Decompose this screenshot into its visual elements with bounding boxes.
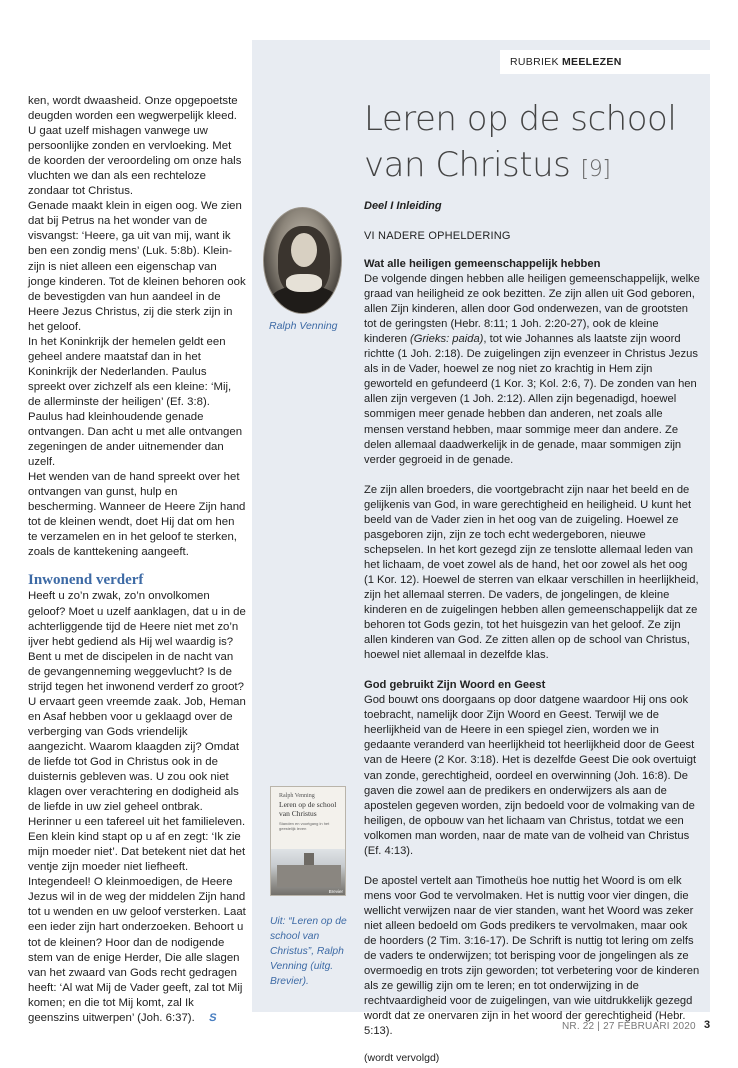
book-subtitle: Standen en voortgang in het geestelijk leven bbox=[279, 821, 330, 831]
left-paragraph: ken, wordt dwaasheid. Onze opgepoetste deugden worden een wegwerpelijk kleed. U gaat uzelf mishagen vanwege uw persoonlijke zonden en vervloeking. Met de koorden der veroordeling om onze hals vluchten we dan als een rechteloze zondaar tot Christus. bbox=[28, 95, 242, 198]
book-cover-photo bbox=[271, 849, 346, 896]
article-title: Leren op de school van Christus [9] bbox=[364, 99, 677, 185]
subheading-inwonend: Inwonend verderf bbox=[28, 572, 144, 589]
book-publisher: Brevier bbox=[328, 889, 343, 894]
portrait-image bbox=[263, 207, 342, 314]
book-caption: Uit: “Leren op de school van Christus”, Ralph Venning (uitg. Brevier). bbox=[270, 916, 347, 987]
deel-label: Deel I Inleiding bbox=[364, 200, 442, 212]
section-label: VI NADERE OPHELDERING bbox=[364, 230, 511, 242]
continued-note: (wordt vervolgd) bbox=[364, 1052, 440, 1065]
series-number: [9] bbox=[580, 157, 611, 182]
issue-info: NR. 22 | 27 FEBRUARI 2020 bbox=[562, 1021, 696, 1032]
book-author: Ralph Venning bbox=[279, 793, 315, 799]
portrait-caption: Ralph Venning bbox=[269, 320, 338, 332]
rubriek-name: MEELEZEN bbox=[562, 56, 622, 68]
left-paragraph: U ervaart geen vreemde zaak. Job, Heman en Asaf hebben voor u geklaagd over de verberging van Gods vriendelijk aangezicht. Waarom klaagden zij? Omdat de liefde tot God in Christus ook in de duisternis gebleven was. U zou ook niet klagen over verachtering en dodigheid als de liefde in uw ziel geheel ontbrak. bbox=[28, 695, 246, 814]
right-column bbox=[364, 257, 700, 1066]
right-paragraph: Ze zijn allen broeders, die voortgebracht zijn naar het beeld en de gelijkenis van God, in ware gerechtigheid en heiligheid. U kunt het beeld van de Vader zien in het oog van de zuigeling. Hoewel ze pasgeboren zijn, zijn ze toch echt wedergeboren, nieuwe schepselen. In het kort gezegd zijn ze tenslotte allemaal leden van het lichaam, de voet zowel als de hand, het oor zowel als het oog (1 Kor. 12). Hoewel de sterren van elkaar verschillen in heerlijkheid, zijn het allemaal sterren. De vaders, de jongelingen, de kleine kinderen en de zuigelingen hebben allen gemeenschappelijk dat ze behoren tot Gods gezin, tot het huisgezin van het geloof. Ze zijn allen kinderen van God. Ze zitten allen op de school van Christus, hoewel niet allemaal in dezelfde klas. bbox=[364, 483, 699, 662]
left-paragraph: Het wenden van de hand spreekt over het ontvangen van gunst, hulp en bescherming. Wanneer de Heere Zijn hand tot de kleinen wendt, doet Hij dat om hen te verzamelen en in het geloof te sterken, zoals de kanttekening aangeeft. bbox=[28, 471, 246, 559]
left-paragraph-last: Herinner u een tafereel uit het familieleven. Een klein kind stapt op u af en zegt: ‘Ik zie mijn moeder niet’. Dat betekent niet dat het ventje zijn moeder niet liefheeft. Integendeel! O kleinmoedigen, de Heere Jezus wil in de weg der middelen Zijn hand tot u wenden en uw geloof versterken. Laat een ieder zijn hart onderzoeken. Behoort u tot de kleinen? Hoor dan de nodigende stem van de enige Herder, Die alle slagen van het zwaard van Gods recht gedragen heeft: ‘Al wat Mij de Vader geeft, zal tot Mij komen; en die tot Mij komt, zal Ik geenszins uitwerpen’ (Joh. 6:37). S bbox=[28, 815, 246, 1026]
book-cover-image bbox=[270, 786, 346, 896]
book-title: Leren op de school van Christus bbox=[279, 800, 337, 818]
end-mark-icon: S bbox=[207, 1011, 218, 1024]
left-paragraph: Genade maakt klein in eigen oog. We zien dat bij Petrus na het wonder van de visvangst: ‘Heere, ga uit van mij, want ik ben een zondig mens’ (Luk. 5:8b). Klein-zijn is niet alleen een eigenschap van jonge kinderen. Tot de kleinen behoren ook de bevestigden van hun aandeel in de Heere Jezus Christus, zij die sterk zijn in het geloof. bbox=[28, 200, 246, 333]
left-paragraph: In het Koninkrijk der hemelen geldt een geheel andere maatstaf dan in het Koninkrijk der Nederlanden. Paulus spreekt over zichzelf als een kleine: ‘Mij, de allerminste der heiligen’ (Ef. 3:8). Paulus had kleinhoudende genade ontvangen. Dan acht u met alle ontvangen zegeningen de ander uitnemender dan uzelf. bbox=[28, 335, 243, 469]
left-paragraph: Heeft u zo’n zwak, zo’n onvolkomen geloof? Moet u uzelf aanklagen, dat u in de achterliggende tijd de Heere niet met zo’n ijver hebt gediend als Hij wel waardig is? Bent u met de discipelen in de nacht van de gevangenneming weggevlucht? Is de strijd tegen het inwonend verderf zo groot? bbox=[28, 590, 246, 693]
left-column bbox=[28, 94, 246, 1026]
heading-heiligen: Wat alle heiligen gemeenschappelijk hebben bbox=[364, 258, 601, 270]
right-paragraph: God bouwt ons doorgaans op door datgene waardoor Hij ons ook toebracht, namelijk door Zijn Woord en Geest. Terwijl we de heerlijkheid van de Heere in een spiegel zien, worden we in gedaante veranderd van heerlijkheid tot heerlijkheid door de Geest van de Heere (2 Kor. 3:18). Het is dezelfde Geest Die ook overtuigt van zonde, gerechtigheid, oordeel en overwinning (Joh. 16:8). De gaven die zowel aan de predikers en onderwijzers als aan de apostelen gegeven worden, zijn bedoeld voor de volmaking van de heiligen, de opbouw van het lichaam van Christus, totdat we een volkomen man worden, naar de mate van de volheid van Christus (Ef. 4:13). bbox=[364, 694, 697, 857]
right-paragraph: De volgende dingen hebben alle heiligen gemeenschappelijk, welke graad van heiligheid ze ook bezitten. Ze zijn allen uit God geboren, allen Zijn kinderen, allen door God onderwezen, van de grootsten tot de geringsten (Hebr. 8:11; 1 Joh. 2:20-27), ook de kleine kinderen (Grieks: paida), tot wie Johannes als laatste zijn woord richtte (1 Joh. 2:18). De zuigelingen zijn evenzeer in Christus Jezus als in de Vader, hoewel ze nog niet zo krachtig in Hem zijn geworteld en gefundeerd (1 Kor. 3; Kol. 2:6, 7). De zonden van hen allen zijn vergeven (1 Joh. 2:12). Allen zijn begenadigd, hoewel sommigen meer genade hebben dan anderen, net zoals alle mensen verstand hebben, maar sommige meer dan andere. Ze delen allemaal daadwerkelijk in de genade, maar sommigen zijn verder gegroeid in de genade. bbox=[364, 273, 700, 466]
right-paragraph: De apostel vertelt aan Timotheüs hoe nuttig het Woord is om elk mens voor God te vervolmaken. Het is nuttig voor vier dingen, die wellicht verwijzen naar de vier standen, want het Woord was zeker niet alleen bedoeld om Gods predikers te vervolmaken, maar ook de hoorders (2 Tim. 3:16-17). De Schrift is nuttig tot lering om zelfs de vaders te onderwijzen; tot berisping voor de jongelingen als ze overmoedig en trots zijn geworden; tot verbetering voor de kinderen als ze gewillig zijn om te leren; en tot onderwijzing in de rechtvaardigheid voor de zuigelingen, van wie uitdrukkelijk gezegd wordt dat ze onervaren zijn in het woord der gerechtigheid (Hebr. 5:13). bbox=[364, 874, 700, 1038]
page-number: 3 bbox=[704, 1019, 711, 1031]
rubriek-label: RUBRIEK MEELEZEN bbox=[500, 50, 710, 74]
heading-woord-geest: God gebruikt Zijn Woord en Geest bbox=[364, 679, 546, 692]
